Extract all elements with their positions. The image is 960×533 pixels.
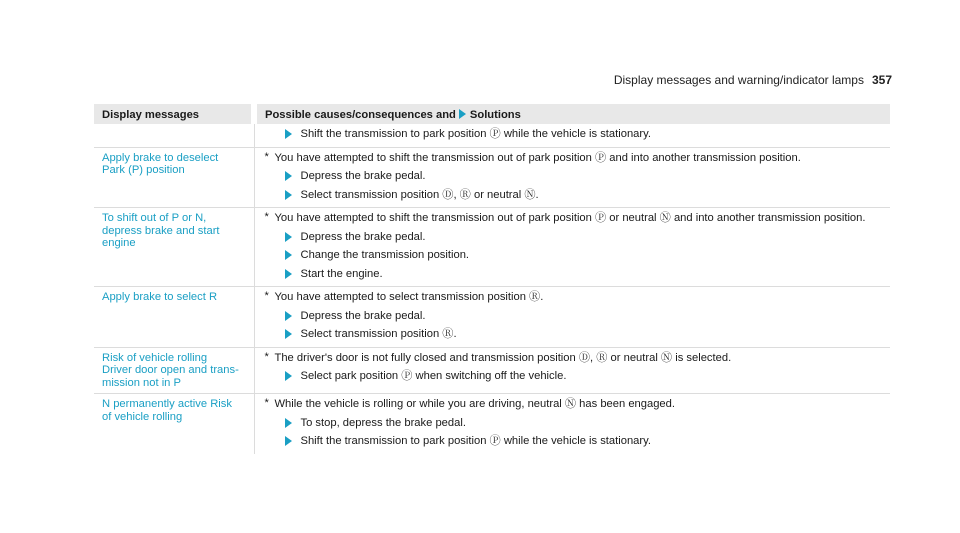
display-message-line: engine <box>102 237 136 249</box>
display-message-line: depress brake and start <box>102 224 220 237</box>
solution-step-text: Depress the brake pedal. <box>300 170 426 182</box>
cause-text: You have attempted to select transmission position Ⓡ. <box>274 291 544 303</box>
solution-step <box>265 268 883 281</box>
solution-step-text: Depress the brake pedal. <box>300 230 426 243</box>
display-message-line: To shift out of P or N, <box>102 212 207 224</box>
solution-step <box>265 231 883 244</box>
triangle-right-icon <box>285 190 292 200</box>
display-message-cell <box>94 394 254 454</box>
triangle-right-icon <box>285 418 292 428</box>
solution-cell <box>254 147 890 208</box>
solution-step-text: Depress the brake pedal. <box>300 309 426 322</box>
display-messages-table <box>94 104 890 454</box>
cause-item <box>265 352 883 365</box>
solution-step <box>265 328 883 341</box>
asterisk-icon: * <box>264 397 269 409</box>
cause-item <box>265 398 883 411</box>
table-row <box>94 124 890 147</box>
solution-step-text: To stop, depress the brake pedal. <box>300 416 466 429</box>
solution-step <box>265 435 883 448</box>
solution-step <box>265 249 883 262</box>
solution-cell <box>254 124 890 147</box>
col-header-solutions <box>254 104 890 124</box>
display-message-cell <box>94 208 254 287</box>
display-message-cell <box>94 347 254 394</box>
display-message-line: mission not in P <box>102 376 181 389</box>
solution-step-text: Shift the transmission to park position Ⓟ while the vehicle is stationary. <box>300 128 651 140</box>
triangle-right-icon <box>285 269 292 279</box>
triangle-right-icon <box>285 129 292 139</box>
solution-cell <box>254 287 890 348</box>
solution-cell <box>254 394 890 454</box>
cause-text: While the vehicle is rolling or while you are driving, neutral Ⓝ has been engaged. <box>274 398 675 410</box>
table-row <box>94 347 890 394</box>
display-message-line: Driver door open and trans- <box>102 364 239 376</box>
display-message-line: Park (P) position <box>102 164 185 176</box>
solution-step <box>265 189 883 202</box>
solution-step <box>265 310 883 323</box>
triangle-right-icon <box>285 371 292 381</box>
solution-step <box>265 417 883 430</box>
cause-text: You have attempted to shift the transmission out of park position Ⓟ and into another transmission position. <box>274 151 801 164</box>
cause-item <box>265 152 883 165</box>
solution-step-text: Select transmission position Ⓡ. <box>300 328 457 340</box>
display-message-cell <box>94 147 254 208</box>
cause-item <box>265 291 883 304</box>
solution-step-text: Start the engine. <box>300 267 383 280</box>
triangle-right-icon <box>285 311 292 321</box>
solution-step-text: Change the transmission position. <box>300 249 470 261</box>
display-message-line: of vehicle rolling <box>102 410 183 423</box>
solution-step <box>265 128 883 141</box>
asterisk-icon: * <box>264 211 269 223</box>
running-header <box>614 73 892 87</box>
col-header-solutions-prefix: Possible causes/consequences and <box>265 109 456 121</box>
display-message-line: N permanently active Risk <box>102 398 232 410</box>
display-message-line: Apply brake to select R <box>102 291 218 303</box>
solution-step-text: Select transmission position Ⓓ, Ⓡ or neutral Ⓝ. <box>300 188 539 201</box>
solution-cell <box>254 208 890 287</box>
asterisk-icon: * <box>264 350 269 363</box>
col-header-solutions-suffix: Solutions <box>469 109 521 121</box>
display-message-cell <box>94 124 254 147</box>
solution-step <box>265 370 883 383</box>
table-row <box>94 208 890 287</box>
page-number: 357 <box>871 73 892 87</box>
table-row <box>94 147 890 208</box>
asterisk-icon: * <box>264 150 269 163</box>
table-row <box>94 287 890 348</box>
display-message-line: Risk of vehicle rolling <box>102 351 208 364</box>
triangle-right-icon <box>285 232 292 242</box>
table-header-row <box>94 104 890 124</box>
solution-step-text: Shift the transmission to park position Ⓟ while the vehicle is stationary. <box>300 435 651 447</box>
table-body <box>94 124 890 454</box>
triangle-right-icon <box>285 250 292 260</box>
display-message-cell <box>94 287 254 348</box>
triangle-right-icon <box>285 329 292 339</box>
section-title: Display messages and warning/indicator lamps <box>613 73 864 87</box>
col-header-messages: Display messages <box>94 104 254 124</box>
triangle-right-icon <box>459 109 466 119</box>
solution-cell <box>254 347 890 394</box>
asterisk-icon: * <box>264 290 269 302</box>
table-row <box>94 394 890 454</box>
solution-step <box>265 170 883 183</box>
display-message-line: Apply brake to deselect <box>102 151 219 164</box>
triangle-right-icon <box>285 171 292 181</box>
cause-text: You have attempted to shift the transmission out of park position Ⓟ or neutral Ⓝ and into another transmission position. <box>274 212 866 224</box>
cause-item <box>265 212 883 225</box>
cause-text: The driver's door is not fully closed and transmission position Ⓓ, Ⓡ or neutral Ⓝ is selected. <box>274 351 732 364</box>
triangle-right-icon <box>285 436 292 446</box>
solution-step-text: Select park position Ⓟ when switching off the vehicle. <box>300 370 567 382</box>
